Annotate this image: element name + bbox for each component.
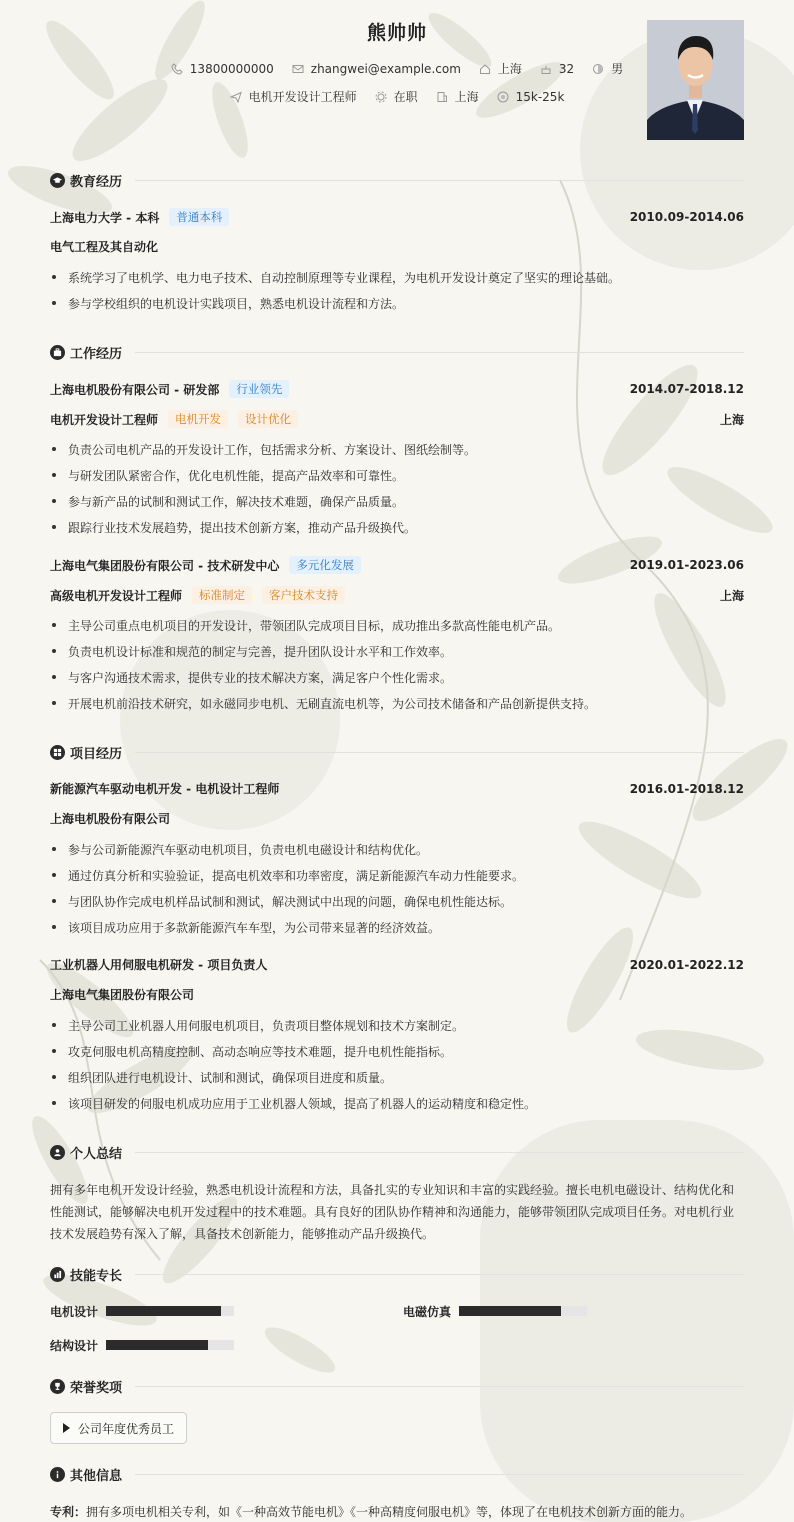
role-name: 高级电机开发设计工程师 (50, 588, 183, 603)
divider (135, 1274, 744, 1275)
education-date: 2010.09-2014.06 (629, 210, 744, 224)
phone-text: 13800000000 (189, 61, 274, 76)
play-icon (63, 1423, 70, 1433)
list-item: 该项目研发的伺服电机成功应用于工业机器人领域，提高了机器人的运动精度和稳定性。 (50, 1095, 744, 1112)
divider (135, 1474, 744, 1475)
phone-item (171, 62, 274, 76)
location-item (479, 60, 522, 77)
company-tag: 行业领先 (229, 380, 289, 398)
company-tag: 多元化发展 (289, 556, 361, 574)
project-company: 上海电气集团股份有限公司 (50, 988, 195, 1002)
home-icon (479, 63, 491, 75)
trophy-icon (50, 1379, 65, 1394)
project-title: 工业机器人用伺服电机研发 - 项目负责人 (50, 958, 268, 972)
project-title: 新能源汽车驱动电机开发 - 电机设计工程师 (50, 782, 280, 796)
other-text: 拥有多项电机相关专利，如《一种高效节能电机》《一种高精度伺服电机》等，体现了在电机技术创新方面的能力。 (86, 1505, 693, 1519)
company-name: 上海电机股份有限公司 - 研发部 (50, 382, 220, 397)
status-icon (375, 91, 387, 103)
awards-heading: 荣誉奖项 (70, 1381, 123, 1396)
work-heading: 工作经历 (70, 347, 123, 362)
phone-icon (171, 63, 183, 75)
role-tag: 电机开发 (168, 410, 228, 428)
projects-section-title (50, 743, 122, 762)
other-heading: 其他信息 (70, 1469, 123, 1484)
profile-photo (647, 20, 744, 140)
list-item: 开展电机前沿技术研究，如永磁同步电机、无刷直流电机等，为公司技术储备和产品创新提供支持。 (50, 695, 744, 712)
project-date: 2016.01-2018.12 (629, 781, 744, 796)
salary-text: 15k-25k (515, 89, 565, 104)
skill-name: 电磁仿真 (403, 1305, 452, 1319)
work-role-row (50, 586, 744, 604)
divider (135, 752, 744, 753)
briefcase-icon (50, 345, 65, 360)
work-city-item (436, 88, 479, 105)
divider (135, 180, 744, 181)
awards-section-title (50, 1377, 122, 1396)
list-item: 参与新产品的试制和测试工作，解决技术难题，确保产品质量。 (50, 493, 744, 510)
role-name: 电机开发设计工程师 (50, 412, 159, 427)
skill-bar (106, 1306, 234, 1316)
role-tag: 设计优化 (238, 410, 298, 428)
project-date: 2020.01-2022.12 (629, 957, 744, 972)
salary-item (497, 90, 565, 104)
award-name: 公司年度优秀员工 (78, 1421, 175, 1436)
work-city-text: 上海 (454, 90, 479, 104)
skill-bar-fill (106, 1340, 208, 1350)
summary-line: 技术发展趋势有深入了解，具备技术创新能力，能够推动产品升级换代。 (50, 1227, 435, 1241)
skill-bar-fill (459, 1306, 561, 1316)
summary-heading: 个人总结 (70, 1147, 123, 1162)
list-item: 该项目成功应用于多款新能源汽车车型，为公司带来显著的经济效益。 (50, 919, 744, 936)
summary-text (50, 1179, 744, 1245)
skill-item (50, 1337, 98, 1354)
school-tag: 普通本科 (169, 208, 229, 226)
skill-name: 结构设计 (50, 1339, 99, 1353)
work-date: 2019.01-2023.06 (629, 558, 744, 572)
role-tag: 客户技术支持 (262, 586, 345, 604)
candidate-name: 熊帅帅 (366, 22, 427, 44)
other-label: 专利： (50, 1505, 87, 1519)
list-item: 主导公司工业机器人用伺服电机项目，负责项目整体规划和技术方案制定。 (50, 1017, 744, 1034)
list-item: 组织团队进行电机设计、试制和测试，确保项目进度和质量。 (50, 1069, 744, 1086)
grid-icon (50, 745, 65, 760)
skill-bar-fill (106, 1306, 221, 1316)
work-section-title (50, 343, 122, 362)
list-item: 主导公司重点电机项目的开发设计，带领团队完成项目目标，成功推出多款高性能电机产品。 (50, 617, 744, 634)
summary-line: 拥有多年电机开发设计经验，熟悉电机设计流程和方法，具备扎实的专业知识和丰富的实践经验。擅长电机电磁设计、结构优化和 (50, 1183, 735, 1197)
status-item (375, 88, 418, 105)
salary-icon (497, 91, 509, 103)
school-name: 上海电力大学 - 本科 (50, 210, 160, 225)
job-title-item (230, 88, 357, 105)
divider (135, 1386, 744, 1387)
other-info (50, 1503, 744, 1520)
list-item: 负责电机设计标准和规范的制定与完善，提升团队设计水平和工作效率。 (50, 643, 744, 660)
cake-icon (540, 63, 552, 75)
project-header-row (50, 780, 744, 797)
gender-icon (592, 63, 604, 75)
location-text: 上海 (497, 62, 522, 76)
chart-icon (50, 1267, 65, 1282)
project-company-row (50, 986, 744, 1003)
other-section-title (50, 1465, 122, 1484)
info-icon (50, 1467, 65, 1482)
gender-text: 男 (611, 62, 624, 76)
skill-item (403, 1303, 451, 1320)
list-item: 与团队协作完成电机样品试制和测试，解决测试中出现的问题，确保电机性能达标。 (50, 893, 744, 910)
education-heading: 教育经历 (70, 175, 123, 190)
work-date: 2014.07-2018.12 (629, 382, 744, 396)
list-item: 参与公司新能源汽车驱动电机项目，负责电机电磁设计和结构优化。 (50, 841, 744, 858)
email-item (292, 62, 461, 76)
work-header-row (50, 380, 744, 398)
summary-section-title (50, 1143, 122, 1162)
skill-bar (459, 1306, 587, 1316)
status-text: 在职 (393, 90, 418, 104)
role-tag: 标准制定 (192, 586, 252, 604)
summary-line: 性能测试，能够解决电机开发过程中的技术难题。具有良好的团队协作精神和沟通能力，能够带领团队完成项目任务。对电机行业 (50, 1205, 735, 1219)
list-item: 通过仿真分析和实验验证，提高电机效率和功率密度，满足新能源汽车动力性能要求。 (50, 867, 744, 884)
major-name: 电气工程及其自动化 (50, 240, 159, 254)
list-item: 与客户沟通技术需求，提供专业的技术解决方案，满足客户个性化需求。 (50, 669, 744, 686)
gender-item (592, 60, 623, 77)
person-icon (50, 1145, 65, 1160)
skills-heading: 技能专长 (70, 1269, 123, 1284)
company-name: 上海电气集团股份有限公司 - 技术研发中心 (50, 558, 280, 573)
graduation-cap-icon (50, 173, 65, 188)
building-icon (436, 91, 448, 103)
job-title-text: 电机开发设计工程师 (248, 90, 357, 104)
skill-bar (106, 1340, 234, 1350)
divider (135, 1152, 744, 1153)
send-icon (230, 91, 242, 103)
list-item: 负责公司电机产品的开发设计工作，包括需求分析、方案设计、图纸绘制等。 (50, 441, 744, 458)
list-item: 跟踪行业技术发展趋势，提出技术创新方案，推动产品升级换代。 (50, 519, 744, 536)
project-company-row (50, 810, 744, 827)
projects-heading: 项目经历 (70, 747, 123, 762)
age-item (540, 62, 574, 76)
list-item: 参与学校组织的电机设计实践项目，熟悉电机设计流程和方法。 (50, 295, 744, 312)
skill-name: 电机设计 (50, 1305, 99, 1319)
skill-item (50, 1303, 98, 1320)
skills-section-title (50, 1265, 122, 1284)
list-item: 与研发团队紧密合作，优化电机性能，提高产品效率和可靠性。 (50, 467, 744, 484)
divider (135, 352, 744, 353)
education-section-title (50, 171, 122, 190)
list-item: 攻克伺服电机高精度控制、高动态响应等技术难题，提升电机性能指标。 (50, 1043, 744, 1060)
work-role-row (50, 410, 744, 428)
project-header-row (50, 956, 744, 973)
project-company: 上海电机股份有限公司 (50, 812, 171, 826)
email-text: zhangwei@example.com (310, 61, 461, 76)
education-header-row (50, 208, 744, 226)
work-city: 上海 (719, 412, 744, 427)
email-icon (292, 63, 304, 75)
list-item: 系统学习了电机学、电力电子技术、自动控制原理等专业课程，为电机开发设计奠定了坚实的理论基础。 (50, 269, 744, 286)
work-header-row (50, 556, 744, 574)
work-city: 上海 (719, 588, 744, 603)
age-text: 32 (558, 61, 575, 76)
major-row (50, 238, 744, 255)
award-item (50, 1412, 187, 1444)
